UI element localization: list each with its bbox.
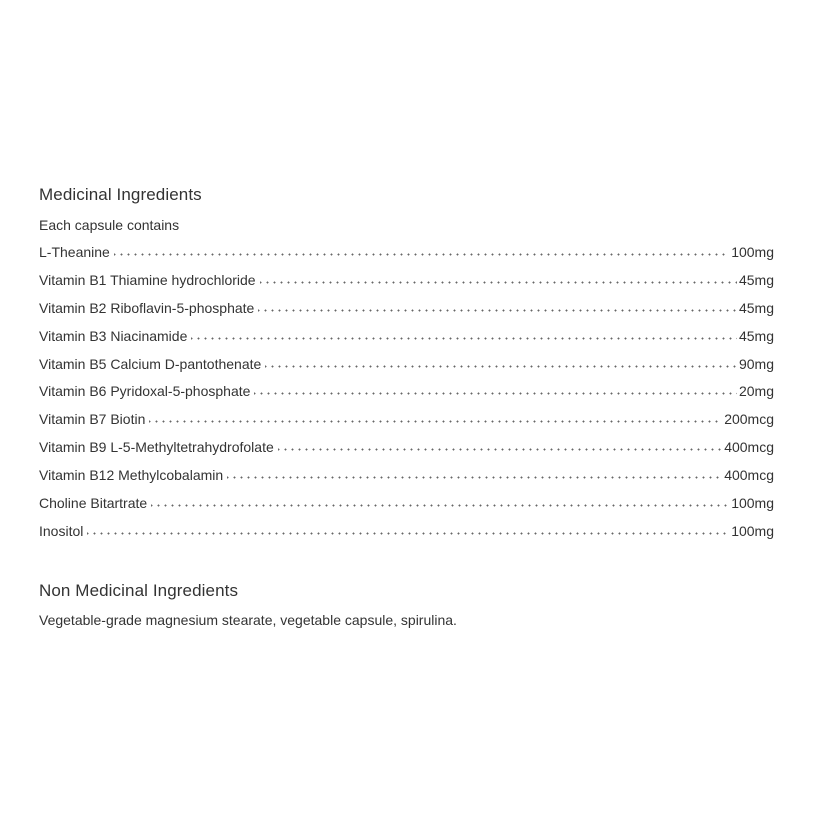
non-medicinal-section <box>39 579 774 629</box>
ingredient-name: Inositol <box>39 522 84 539</box>
non-medicinal-ingredients-heading: Non Medicinal Ingredients <box>39 580 239 600</box>
ingredient-name: L-Theanine <box>39 244 110 260</box>
ingredient-amount: 200mcg <box>724 411 774 428</box>
ingredient-amount: 45mg <box>738 271 774 288</box>
dot-leader <box>258 297 737 315</box>
dot-leader <box>260 269 737 287</box>
ingredient-name: Vitamin B9 L-5-Methyltetrahydrofolate <box>39 439 274 456</box>
ingredients-panel <box>39 183 774 629</box>
medicinal-ingredient-list <box>39 239 774 546</box>
dot-leader <box>149 408 722 426</box>
ingredient-name: Vitamin B6 Pyridoxal-5-phosphate <box>39 383 251 400</box>
ingredient-row <box>39 323 774 351</box>
dot-leader <box>278 436 722 454</box>
ingredient-amount: 400mcg <box>724 467 774 484</box>
ingredient-name: Vitamin B12 Methylcobalamin <box>39 467 224 484</box>
ingredient-amount: 400mcg <box>724 439 774 456</box>
ingredient-row <box>39 239 774 267</box>
dot-leader <box>265 353 737 371</box>
ingredient-row <box>39 490 774 518</box>
ingredient-row <box>39 267 774 295</box>
ingredient-name: Choline Bitartrate <box>39 495 148 512</box>
ingredient-amount: 45mg <box>738 299 774 316</box>
dot-leader <box>87 520 729 538</box>
ingredient-amount: 45mg <box>738 327 774 344</box>
ingredient-name: Vitamin B2 Riboflavin-5-phosphate <box>39 299 255 316</box>
dot-leader <box>191 325 737 343</box>
dot-leader <box>114 241 729 259</box>
ingredient-name: Vitamin B3 Niacinamide <box>39 327 188 344</box>
ingredient-row <box>39 406 774 434</box>
non-medicinal-ingredients-text: Vegetable-grade magnesium stearate, vegetable capsule, spirulina. <box>39 611 457 628</box>
ingredient-row <box>39 462 774 490</box>
ingredient-amount: 90mg <box>738 355 774 372</box>
ingredient-name: Vitamin B7 Biotin <box>39 411 146 428</box>
ingredient-row <box>39 295 774 323</box>
dot-leader <box>254 380 737 398</box>
ingredient-row <box>39 351 774 379</box>
ingredient-amount: 100mg <box>731 244 774 260</box>
ingredient-row <box>39 378 774 406</box>
ingredient-row <box>39 434 774 462</box>
ingredient-amount: 20mg <box>738 383 774 400</box>
each-capsule-contains-label: Each capsule contains <box>39 217 180 233</box>
ingredient-name: Vitamin B1 Thiamine hydrochloride <box>39 271 256 288</box>
dot-leader <box>151 492 729 510</box>
ingredient-amount: 100mg <box>731 522 774 539</box>
medicinal-ingredients-heading: Medicinal Ingredients <box>39 185 202 204</box>
dot-leader <box>227 464 722 482</box>
ingredient-name: Vitamin B5 Calcium D-pantothenate <box>39 355 262 372</box>
ingredient-amount: 100mg <box>731 495 774 512</box>
ingredient-row <box>39 518 774 546</box>
